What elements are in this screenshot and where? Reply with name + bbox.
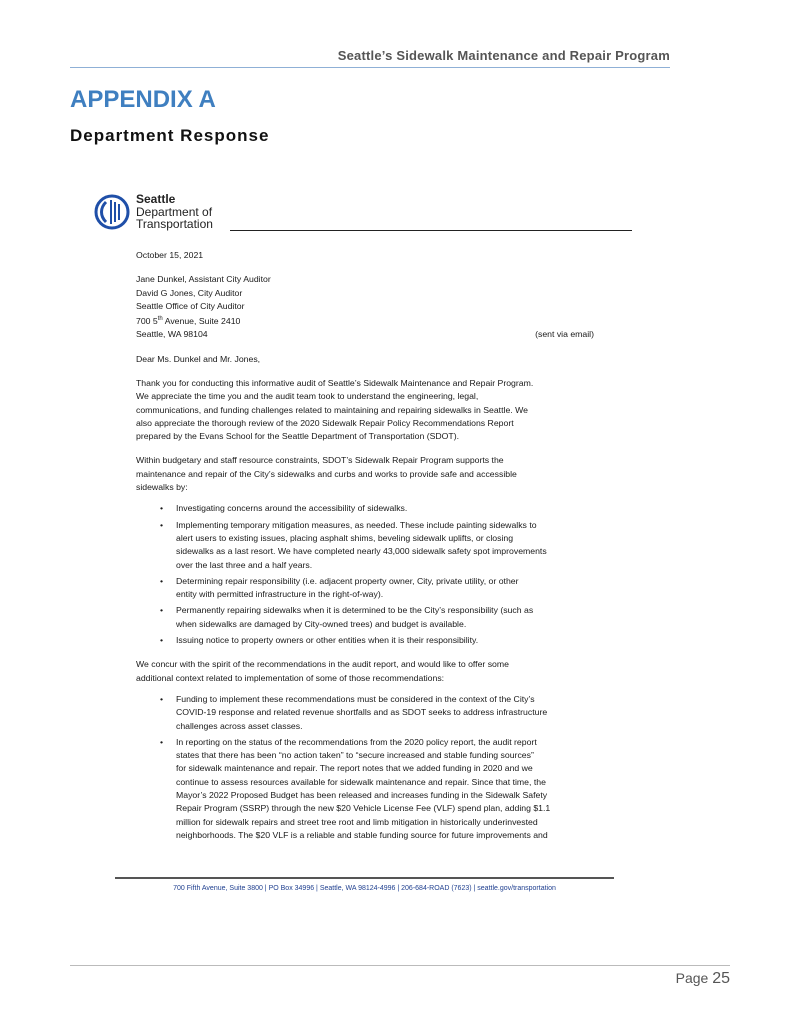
bullet-item <box>136 634 606 647</box>
text-line: In reporting on the status of the recommendations from the 2020 policy report, the audit report <box>176 736 537 747</box>
text-line: states that there has been “no action taken” to “secure increased and stable funding sources” <box>176 750 534 761</box>
address-line: David G Jones, City Auditor <box>136 287 243 298</box>
text-line: neighborhoods. The $20 VLF is a reliable and stable funding source for future improvements and <box>176 829 548 840</box>
page-number-value: 25 <box>712 970 730 987</box>
paragraph-concur <box>136 658 606 685</box>
logo-text <box>136 193 213 231</box>
address-line: 700 5th Avenue, Suite 2410 <box>136 316 241 327</box>
text-line: We concur with the spirit of the recommendations in the audit report, and would like to offer some <box>136 659 509 670</box>
letter-date: October 15, 2021 <box>136 250 204 260</box>
bullet-icon: • <box>160 635 164 646</box>
bullet-item <box>136 519 606 572</box>
address-line: Seattle, WA 98104 <box>136 329 208 340</box>
text-line: continue to assess resources available for sidewalk maintenance and repair. Since that time, the <box>176 776 546 787</box>
text-line: sidewalks as a last resort. We have completed nearly 43,000 sidewalk safety spot improvements <box>176 546 547 557</box>
letter-body <box>136 249 606 853</box>
bullet-icon: • <box>160 605 164 616</box>
text-line: million for sidewalk repairs and street tree root and limb mitigation in historically underinvested <box>176 816 538 827</box>
logo-line: Transportation <box>136 217 213 231</box>
salutation: Dear Ms. Dunkel and Mr. Jones, <box>136 353 261 364</box>
logo-line: Department of <box>136 204 213 219</box>
text-line: prepared by the Evans School for the Seattle Department of Transportation (SDOT). <box>136 431 460 442</box>
program-bullet-list <box>136 502 606 647</box>
seattle-logo-icon <box>94 194 130 235</box>
text-line: Funding to implement these recommendations must be considered in the context of the City’s <box>176 693 535 704</box>
text-line: COVID-19 response and related revenue shortfalls and as SDOT seeks to address infrastructure <box>176 707 548 718</box>
text-line: communications, and funding challenges related to maintaining and repairing sidewalks in Seattle. We <box>136 404 528 415</box>
address-line: Seattle Office of City Auditor <box>136 300 245 311</box>
text-line: sidewalks by: <box>136 482 188 493</box>
page-label: Page <box>675 970 709 986</box>
appendix-title: APPENDIX A <box>70 86 216 113</box>
page-number <box>676 970 730 988</box>
bullet-icon: • <box>160 736 164 747</box>
paragraph-intro <box>136 377 606 443</box>
bullet-icon: • <box>160 693 164 704</box>
letter-footer-rule <box>115 877 614 879</box>
running-header: Seattle’s Sidewalk Maintenance and Repair Program <box>337 48 670 63</box>
bullet-item <box>136 604 606 631</box>
text-line: maintenance and repair of the City’s sidewalks and curbs and works to provide safe and accessible <box>136 468 517 479</box>
text-line: additional context related to implementation of some of those recommendations: <box>136 672 445 683</box>
bullet-item <box>136 736 606 842</box>
bullet-item <box>136 575 606 602</box>
letter-footer: 700 Fifth Avenue, Suite 3800 | PO Box 34996 | Seattle, WA 98124-4996 | 206-684-ROAD (7623) | seattle.gov/transportation <box>173 885 556 892</box>
bullet-icon: • <box>160 575 164 586</box>
sent-via-note: (sent via email) <box>535 329 594 340</box>
text-line: Within budgetary and staff resource constraints, SDOT’s Sidewalk Repair Program supports the <box>136 455 504 466</box>
text-line: when sidewalks are damaged by City-owned trees) and budget is available. <box>176 618 467 629</box>
text-line: challenges across asset classes. <box>176 720 303 731</box>
text-line: alert users to existing issues, placing asphalt shims, beveling sidewalk uplifts, or closing <box>176 532 514 543</box>
address-line: Jane Dunkel, Assistant City Auditor <box>136 274 271 285</box>
text-line: Thank you for conducting this informative audit of Seattle’s Sidewalk Maintenance and Repair Program. <box>136 377 534 388</box>
bullet-item <box>136 693 606 733</box>
section-title: Department Response <box>70 126 270 145</box>
text-line: entity with permitted infrastructure in the right-of-way). <box>176 589 384 600</box>
text-line: Repair Program (SSRP) through the new $20 Vehicle License Fee (VLF) spend plan, adding $1.1 <box>176 803 551 814</box>
text-line: Issuing notice to property owners or other entities when it is their responsibility. <box>176 635 479 646</box>
logo-line: Seattle <box>136 192 176 206</box>
text-line: Determining repair responsibility (i.e. adjacent property owner, City, private utility, or other <box>176 575 519 586</box>
text-line: We appreciate the time you and the audit team took to understand the engineering, legal, <box>136 391 479 402</box>
bullet-item <box>136 502 606 515</box>
recipient-address <box>136 273 606 341</box>
page-footer-rule <box>70 965 730 966</box>
text-line: Implementing temporary mitigation measures, as needed. These include painting sidewalks to <box>176 519 537 530</box>
paragraph-program <box>136 454 606 494</box>
context-bullet-list <box>136 693 606 842</box>
text-line: Permanently repairing sidewalks when it is determined to be the City’s responsibility (such as <box>176 605 534 616</box>
bullet-icon: • <box>160 503 164 514</box>
header-rule <box>70 67 670 68</box>
bullet-icon: • <box>160 519 164 530</box>
text-line: also appreciate the thorough review of the 2020 Sidewalk Repair Policy Recommendations Report <box>136 417 514 428</box>
text-line: over the last three and a half years. <box>176 559 313 570</box>
text-line: Mayor’s 2022 Proposed Budget has been released and increases funding in the Sidewalk Safety <box>176 789 548 800</box>
text-line: Investigating concerns around the accessibility of sidewalks. <box>176 503 408 514</box>
letterhead-rule <box>230 230 632 231</box>
text-line: for sidewalk maintenance and repair. The report notes that we added funding in 2020 and we <box>176 763 533 774</box>
